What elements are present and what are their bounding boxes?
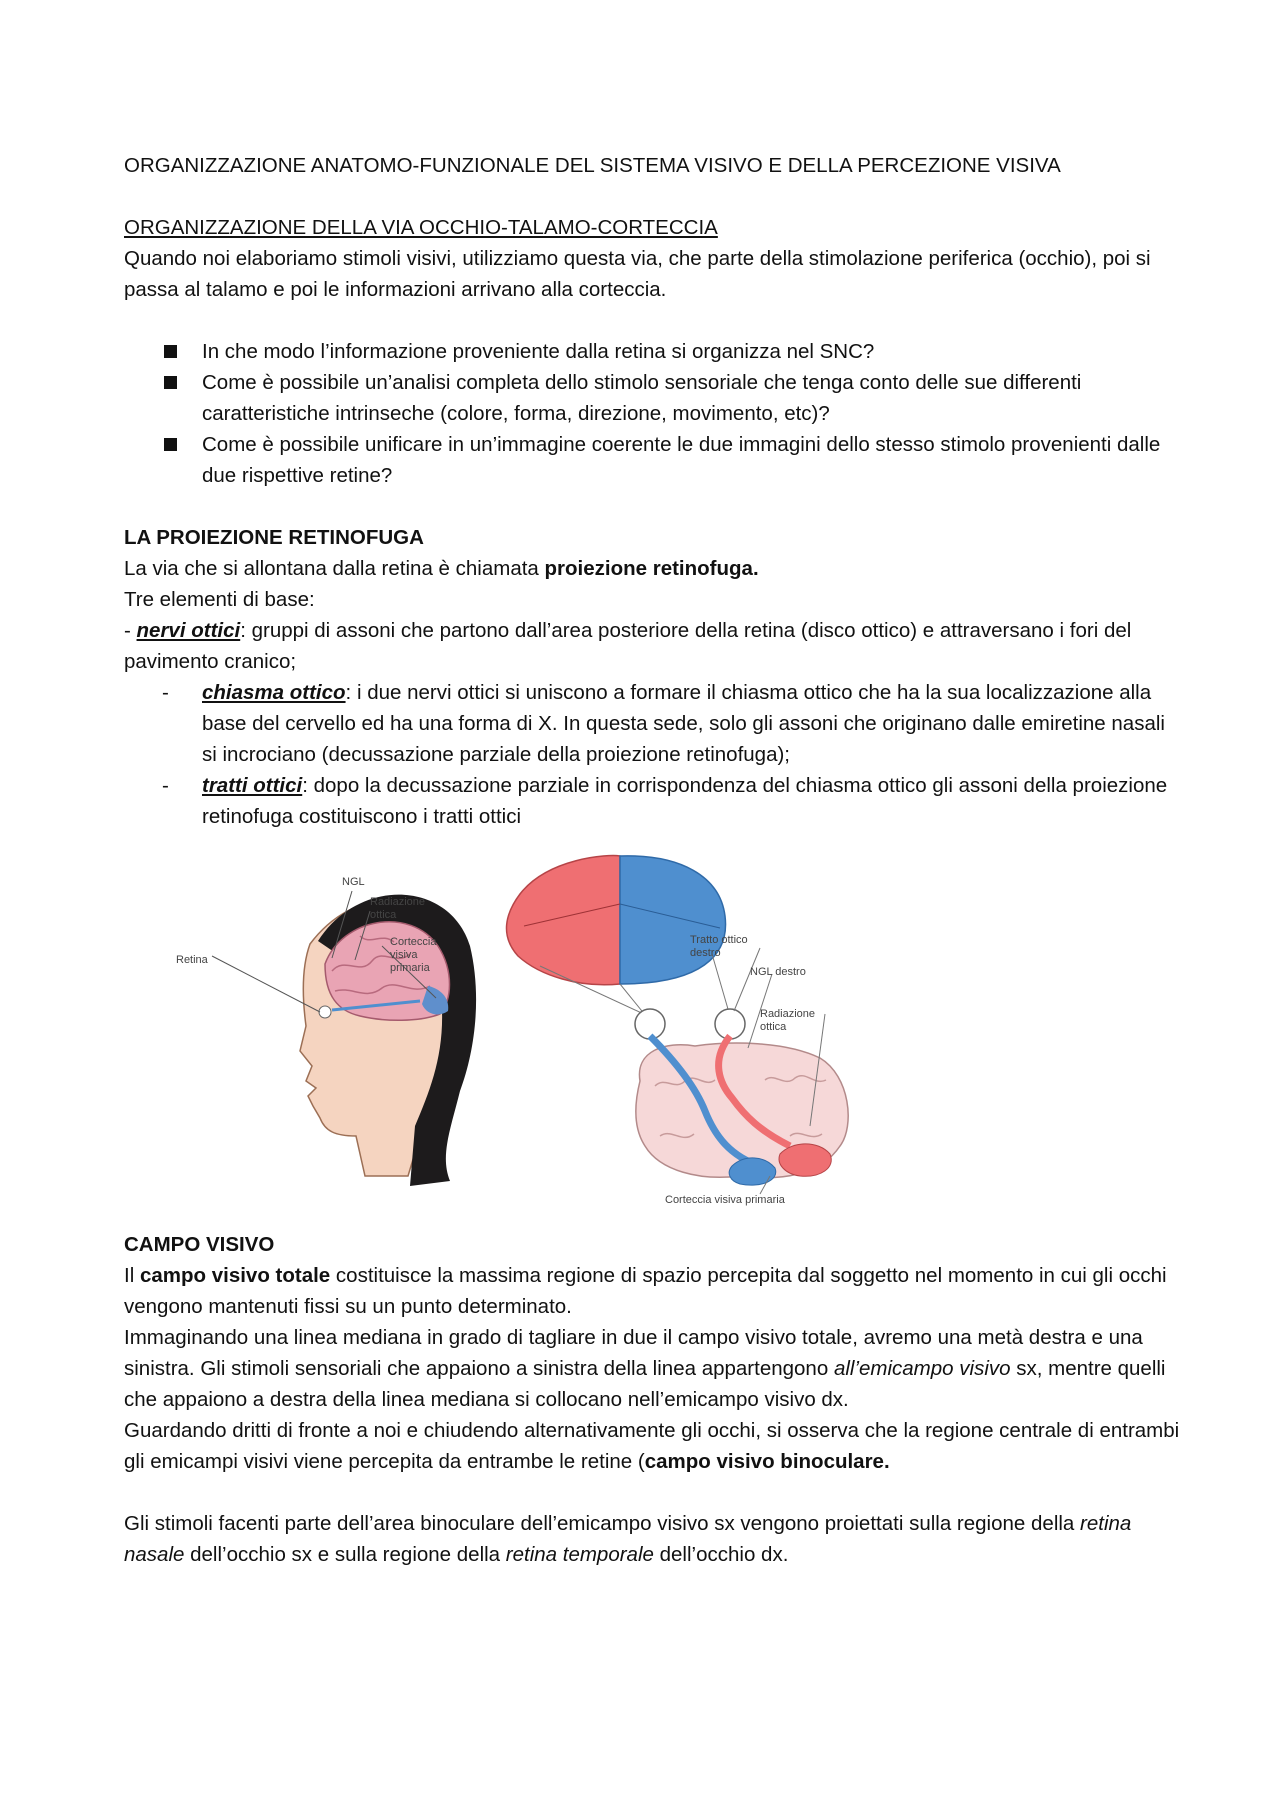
campo-paragraph-4: Gli stimoli facenti parte dell’area binoculare dell’emicampo visivo sx vengono proiettati sulla regione della retina nasale dell’occhio sx e sulla regione della retina temporale dell’occhio dx. [124,1512,1132,1566]
label-corteccia-primaria: Corteccia visiva primaria [665,1194,785,1206]
list-item: Come è possibile un’analisi completa dello stimolo sensoriale che tenga conto delle sue differenti caratteristiche intrinseche (colore, forma, direzione, movimento, etc)? [124,367,1184,429]
list-item: - tratti ottici: dopo la decussazione parziale in corrispondenza del chiasma ottico gli assoni della proiezione retinofuga costituiscono i tratti ottici [162,774,1168,828]
retinofuga-intro: La via che si allontana dalla retina è chiamata proiezione retinofuga. [124,557,759,580]
right-primary-visual-cortex [779,1144,831,1176]
right-visual-field [620,856,726,984]
question-list [124,336,1184,491]
square-bullet-icon [164,376,177,389]
section-heading-retinofuga: LA PROIEZIONE RETINOFUGA [124,526,424,549]
list-item: In che modo l’informazione proveniente dalla retina si organizza nel SNC? [124,336,1184,367]
label-ngl-destro: NGL destro [750,966,806,978]
left-eye [635,1009,665,1039]
eye-marker [319,1006,331,1018]
document-title: ORGANIZZAZIONE ANATOMO-FUNZIONALE DEL SISTEMA VISIVO E DELLA PERCEZIONE VISIVA [124,154,1061,177]
square-bullet-icon [164,438,177,451]
label-tratto: Tratto ottico destro [690,934,748,959]
square-bullet-icon [164,345,177,358]
campo-paragraph-2: Immaginando una linea mediana in grado di tagliare in due il campo visivo totale, avremo una metà destra e una sinistra. Gli stimoli sensoriali che appaiono a sinistra della linea appartengono all’emicampo visivo sx, mentre quelli che appaiono a destra della linea mediana si collocano nell’emicampo visivo dx. [124,1326,1166,1411]
element-list [124,677,1184,832]
label-ngl: NGL [342,876,365,888]
projection-line [712,954,730,1016]
list-item: Come è possibile unificare in un’immagine coerente le due immagini dello stesso stimolo provenienti dalle due rispettive retine? [124,429,1184,491]
visual-pathway-figure [120,836,920,1211]
label-radiazione: Radiazione ottica [370,896,426,921]
section-heading-campo-visivo: CAMPO VISIVO [124,1233,275,1256]
pathway-paragraph: Quando noi elaboriamo stimoli visivi, utilizziamo questa via, che parte della stimolazione periferica (occhio), poi si passa al talamo e poi le informazioni arrivano alla corteccia. [124,247,1151,301]
section-heading-pathway: ORGANIZZAZIONE DELLA VIA OCCHIO-TALAMO-CORTECCIA [124,216,718,239]
campo-paragraph-3: Guardando dritti di fronte a noi e chiudendo alternativamente gli occhi, si osserva che la regione centrale di entrambi gli emicampi visivi viene percepita da entrambe le retine (campo visivo binoculare. [124,1419,1180,1473]
label-radiazione2: Radiazione ottica [760,1008,816,1033]
label-corteccia: Corteccia visiva primaria [390,936,437,974]
item-nervi-ottici: - nervi ottici: gruppi di assoni che partono dall’area posteriore della retina (disco ottico) e attraversano i fori del pavimento cranico; [124,619,1132,673]
right-eye [715,1009,745,1039]
campo-paragraph-1: Il campo visivo totale costituisce la massima regione di spazio percepita dal soggetto nel momento in cui gli occhi vengono mantenuti fissi su un punto determinato. [124,1264,1167,1318]
left-visual-field [506,856,620,985]
elements-label: Tre elementi di base: [124,588,315,611]
document-page [124,150,1184,1570]
label-retina: Retina [176,954,208,966]
list-item: - chiasma ottico: i due nervi ottici si uniscono a formare il chiasma ottico che ha la sua localizzazione alla base del cervello ed ha una forma di X. In questa sede, solo gli assoni che originano dalle emiretine nasali si incrociano (decussazione parziale della proiezione retinofuga); [162,681,1165,766]
